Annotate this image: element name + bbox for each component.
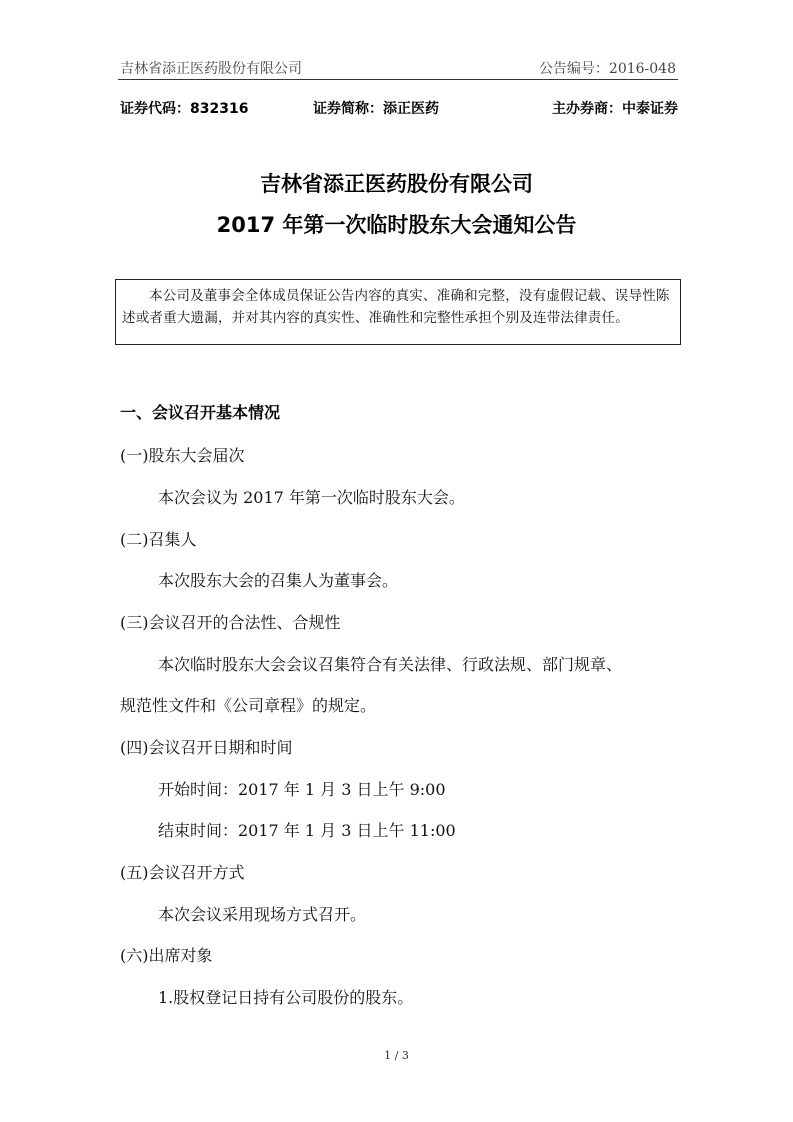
subheading-meeting-session: (一)股东大会届次 (120, 446, 245, 465)
securities-short-name: 证券简称：添正医药 (313, 101, 439, 117)
header-company-name: 吉林省添正医药股份有限公司 (120, 61, 302, 77)
subheading-attendees: (六)出席对象 (120, 946, 213, 965)
paragraph-legality-line2: 规范性文件和《公司章程》的规定。 (120, 696, 377, 715)
document-title-company: 吉林省添正医药股份有限公司 (260, 172, 533, 196)
securities-info-row (120, 98, 678, 120)
sponsoring-broker: 主办券商：中泰证券 (552, 101, 678, 117)
securities-code: 证券代码：832316 (120, 101, 249, 117)
subheading-date-time: (四)会议召开日期和时间 (120, 738, 293, 757)
paragraph-meeting-session: 本次会议为 2017 年第一次临时股东大会。 (158, 488, 465, 507)
attendee-item-1: 1.股权登记日持有公司股份的股东。 (158, 988, 414, 1007)
start-time: 开始时间：2017 年 1 月 3 日上午 9:00 (158, 780, 446, 799)
header-announcement-number: 公告编号：2016-048 (538, 61, 676, 77)
page-header (118, 57, 678, 80)
subheading-meeting-method: (五)会议召开方式 (120, 863, 245, 882)
document-title-meeting: 2017 年第一次临时股东大会通知公告 (216, 213, 577, 237)
paragraph-legality-line1: 本次临时股东大会会议召集符合有关法律、行政法规、部门规章、 (158, 655, 623, 674)
subheading-convener: (二)召集人 (120, 530, 197, 549)
subheading-legality: (三)会议召开的合法性、合规性 (120, 613, 341, 632)
paragraph-convener: 本次股东大会的召集人为董事会。 (158, 571, 399, 590)
paragraph-meeting-method: 本次会议采用现场方式召开。 (158, 905, 367, 924)
page-number: 1 / 3 (384, 1049, 409, 1062)
end-time: 结束时间：2017 年 1 月 3 日上午 11:00 (158, 821, 456, 840)
section-heading-meeting-basics: 一、会议召开基本情况 (120, 403, 281, 422)
board-guarantee-notice: 本公司及董事会全体成员保证公告内容的真实、准确和完整，没有虚假记载、误导性陈述或者重大遗漏，并对其内容的真实性、准确性和完整性承担个别及连带法律责任。 (115, 279, 681, 345)
